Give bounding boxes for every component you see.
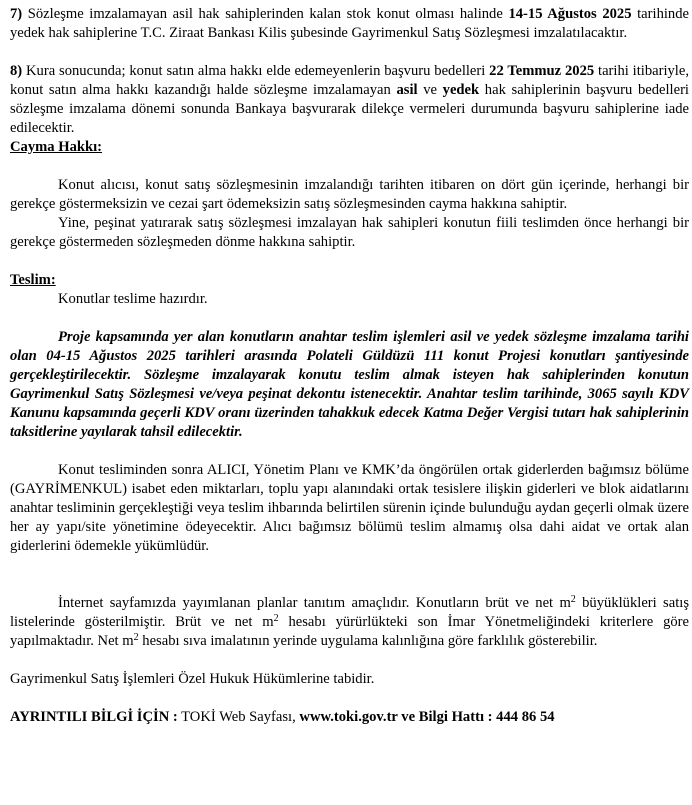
item-8-asil: asil [396, 82, 418, 98]
item-8-text-2: tarihi itibariyle, konut satın alma hakkı kazandığı halde sözleşme imzalamayan [10, 63, 689, 98]
footer-text-2: ve Bilgi Hattı : [397, 709, 497, 725]
item-7-number: 7) [10, 6, 23, 22]
plans-text-3: hesabı yürürlükteki son İmar Yönetmeliğindeki kriterlere göre yapılmaktadır. Net m [10, 614, 689, 649]
footer-label: AYRINTILI BİLGİ İÇİN : [10, 709, 178, 725]
plans-text-1: İnternet sayfamızda yayımlanan planlar tanıtım amaçlıdır. Konutların brüt ve net m [58, 595, 571, 611]
item-7-paragraph [10, 5, 689, 43]
teslim-paragraph-3: Konut tesliminden sonra ALICI, Yönetim Planı ve KMK’da öngörülen ortak giderlerden bağımsız bölüme (GAYRİMENKUL) isabet eden miktarları, toplu yapı alanındaki ortak tesislere ilişkin giderleri ve blok aidatlarını anahtar tesliminin gerçekleştiği veya teslim ihbarında belirtilen sürenin içinde bulunduğu aydan geçerli olmak üzere her ay yapı/site yönetimine ödeyecektir. Alıcı bağımsız bölümü teslim almamış olsa dahi aidat ve ortak alan giderlerini ödemekle yükümlüdür. [10, 462, 689, 554]
item-7-text-1: Sözleşme imzalamayan asil hak sahiplerinden kalan stok konut olması halinde [22, 6, 509, 22]
plans-sup-3: 2 [133, 632, 139, 643]
item-8-text-1: Kura sonucunda; konut satın alma hakkı elde edemeyenlerin başvuru bedelleri [22, 63, 490, 79]
footer-website-link[interactable]: www.toki.gov.tr [299, 709, 398, 725]
teslim-paragraph-1: Konutlar teslime hazırdır. [58, 291, 208, 307]
law-paragraph: Gayrimenkul Satış İşlemleri Özel Hukuk Hükümlerine tabidir. [10, 671, 375, 687]
cayma-paragraph-1: Konut alıcısı, konut satış sözleşmesinin imzalandığı tarihten itibaren on dört gün içerinde, herhangi bir gerekçe göstermeksizin ve cezai şart ödemeksizin satış sözleşmesinden cayma hakkına sahiptir. [10, 177, 689, 212]
cayma-heading: Cayma Hakkı: [10, 139, 103, 155]
item-8-number: 8) [10, 63, 23, 79]
plans-text-4: hesabı sıva imalatının yerinde uygulama kalınlığına göre farklılık gösterebilir. [138, 633, 598, 649]
plans-paragraph [10, 594, 689, 651]
plans-sup-1: 2 [570, 594, 576, 605]
item-8-text-3: ve [417, 82, 443, 98]
cayma-paragraph-2: Yine, peşinat yatırarak satış sözleşmesi imzalayan hak sahipleri konutun fiili teslimden önce herhangi bir gerekçe göstermeden sözleşmeden dönme hakkına sahiptir. [10, 215, 689, 250]
item-8-yedek: yedek [442, 82, 480, 98]
plans-sup-2: 2 [273, 613, 279, 624]
teslim-heading: Teslim: [10, 272, 56, 288]
footer-phone: 444 86 54 [496, 709, 555, 725]
document-body [10, 5, 689, 727]
plans-text-2: büyüklükleri satış listelerinde gösterilmiştir. Brüt ve net m [10, 595, 689, 630]
item-8-paragraph [10, 62, 689, 138]
teslim-paragraph-2: Proje kapsamında yer alan konutların anahtar teslim işlemleri asil ve yedek sözleşme imzalama tarihi olan 04-15 Ağustos 2025 tarihleri arasında Polateli Güldüzü 111 konut Projesi konutları şantiyesinde gerçekleştirilecektir. Sözleşme imzalayarak konutu teslim almak isteyen hak sahiplerinden konutun Gayrimenkul Satış Sözleşmesi ve/veya peşinat dekontu istenecektir. Anahtar teslim tarihinde, 3065 sayılı KDV Kanunu kapsamında geçerli KDV oranı üzerinden tahakkuk edecek Katma Değer Vergisi tutarı hak sahiplerinin taksitlerine yayılarak tahsil edilecektir. [10, 329, 689, 440]
item-8-date: 22 Temmuz 2025 [489, 63, 595, 79]
item-8-text-4: hak sahiplerinin başvuru bedelleri sözleşme imzalama dönemi sonunda Bankaya başvurarak dilekçe vermeleri durumunda başvuru sahiplerine iade edilecektir. [10, 82, 689, 136]
item-7-date: 14-15 Ağustos 2025 [508, 6, 632, 22]
footer-text-1: TOKİ Web Sayfası, [177, 709, 300, 725]
footer-line [10, 708, 689, 727]
item-7-text-2: tarihinde yedek hak sahiplerine T.C. Ziraat Bankası Kilis şubesinde Gayrimenkul Satış Sözleşmesi imzalatılacaktır. [10, 6, 689, 41]
